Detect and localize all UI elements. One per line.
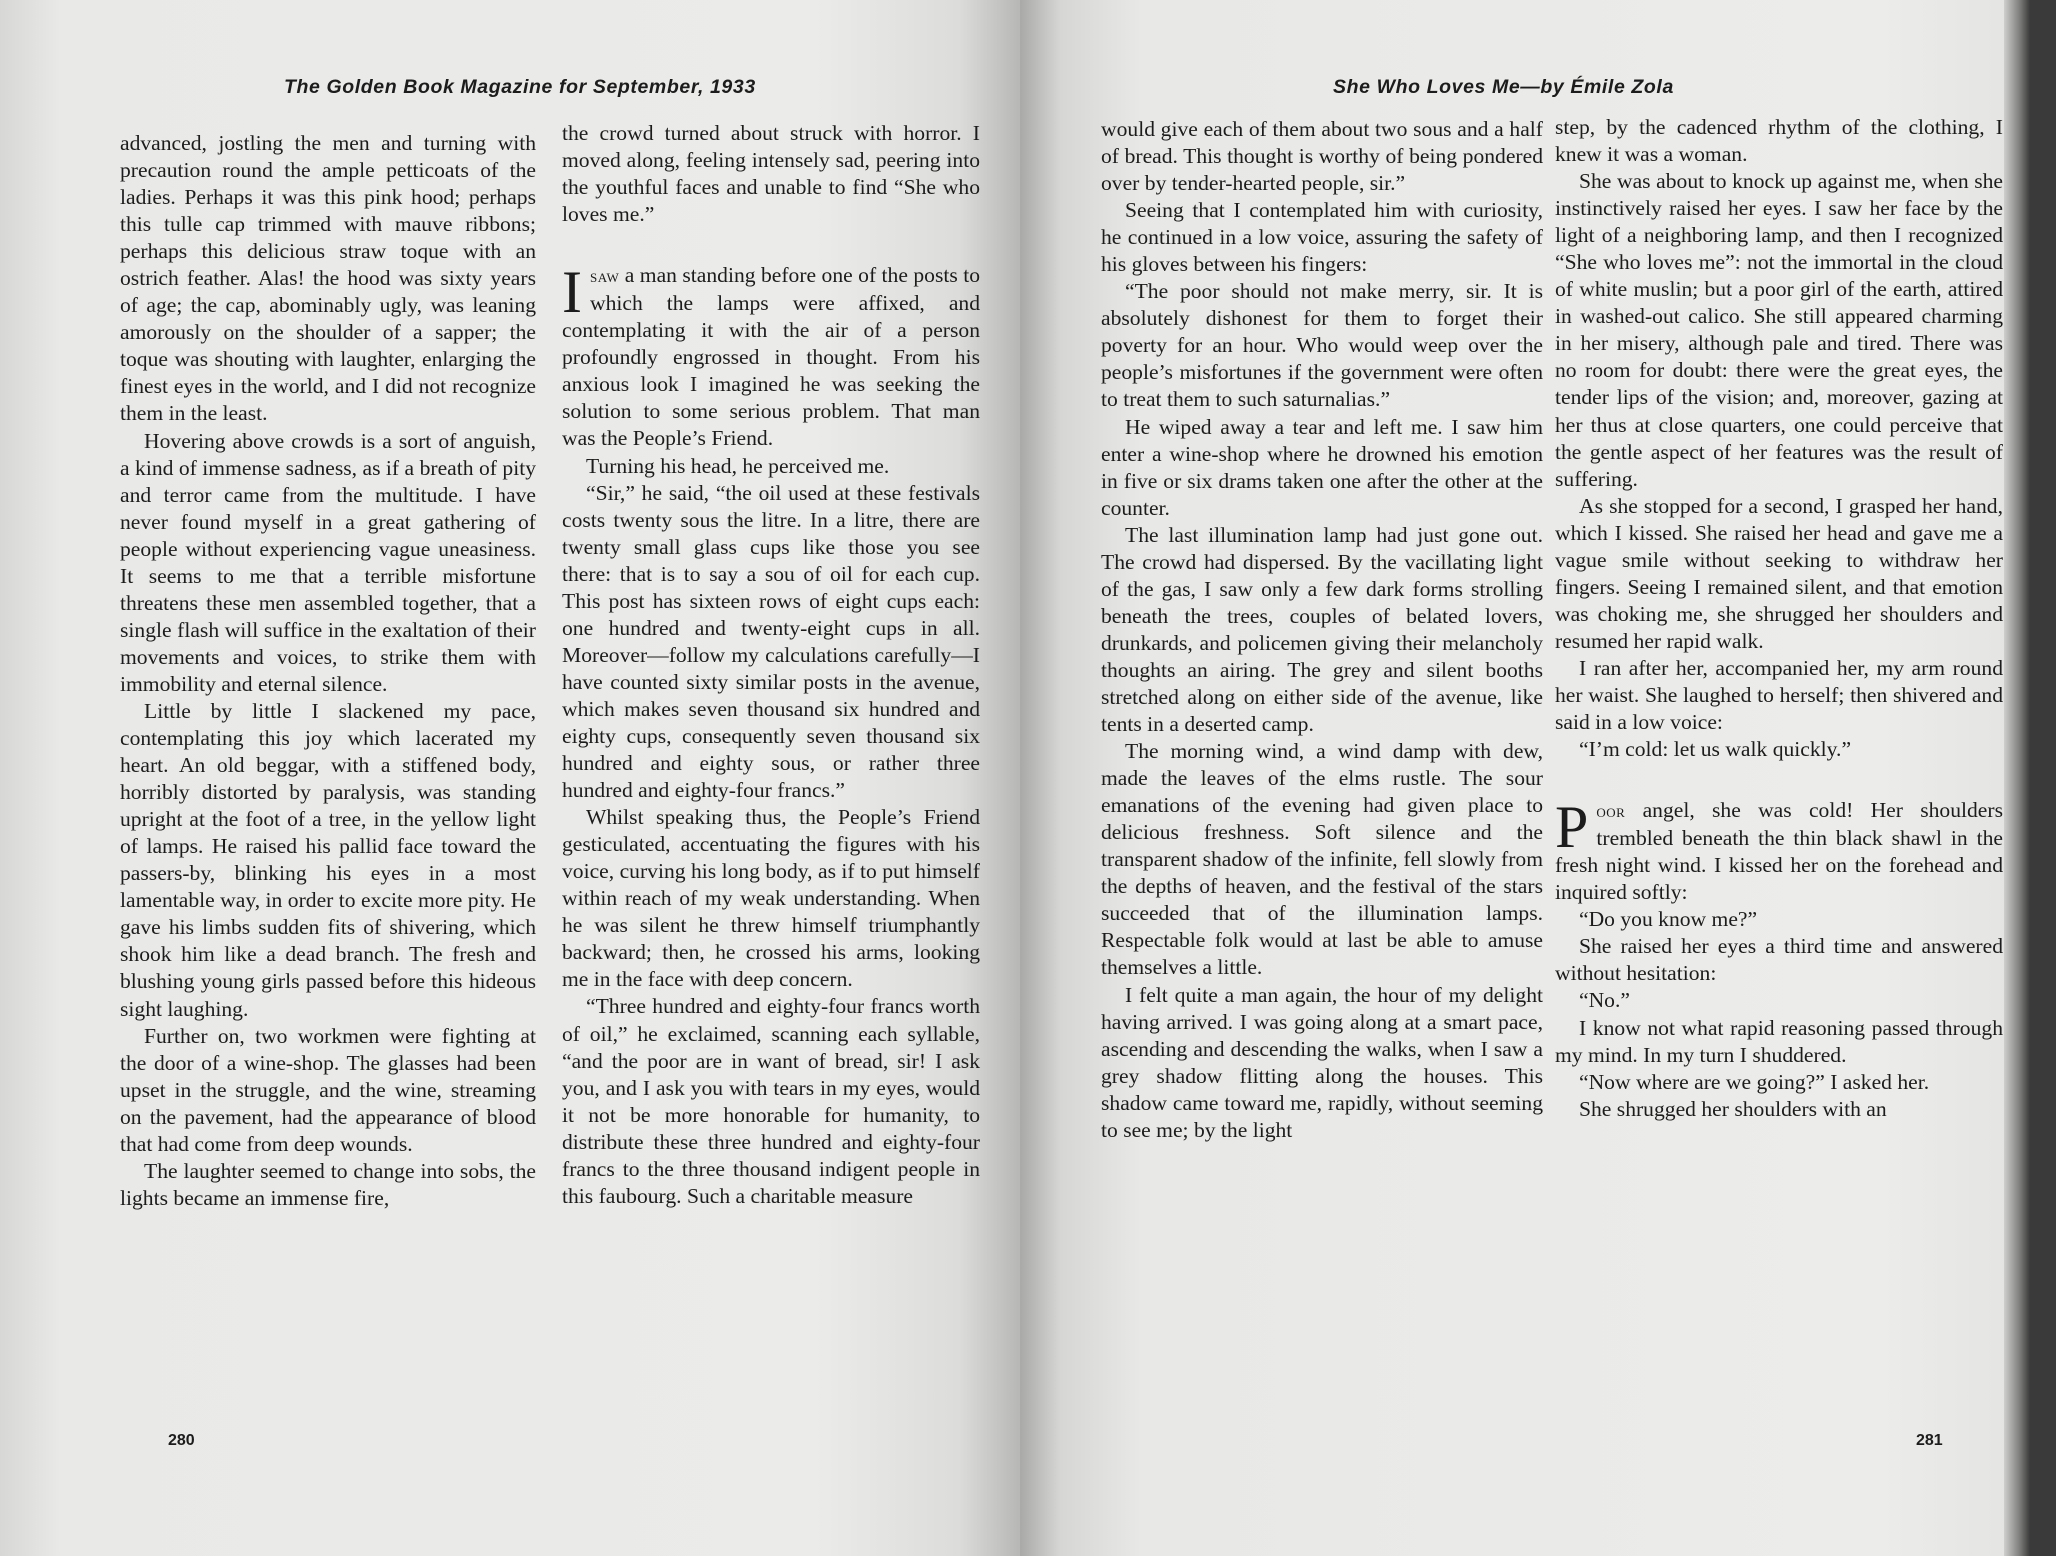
paragraph: Whilst speaking thus, the People’s Friend gesticulated, accentuating the figures with his voice, curving his long body, as if to put himself within reach of my weak understanding. When he was silent he threw himself triumphantly backward; then, he crossed his arms, looking me in the face with deep concern. [562,805,980,992]
paragraph: advanced, jostling the men and turning with precaution round the ample petticoats of the ladies. Perhaps it was this pink hood; perhaps this tulle cap trimmed with mauve ribbons; perhaps this delicious straw toque with an ostrich feather. Alas! the hood was sixty years of age; the cap, abominably ugly, was leaning amorously on the shoulder of a sapper; the toque was shouting with laughter, enlarging the finest eyes in the world, and I did not recognize them in the least. [120,131,536,426]
paragraph: would give each of them about two sous and a half of bread. This thought is worthy of being pondered over by tender-hearted people, sir.” [1101,117,1543,196]
left-column-1 [120,130,536,1212]
paragraph: “Now where are we going?” I asked her. [1579,1069,1930,1094]
paragraph: Hovering above crowds is a sort of anguish, a kind of immense sadness, as if a breath of pity and terror came from the multitude. I have never found myself in a great gathering of people without experiencing vague uneasiness. It seems to me that a terrible misfortune threatens these men assembled together, that a single flash will suffice in the exaltation of their movements and voices, to strike them with immobility and eternal silence. [120,428,536,696]
paragraph: the crowd turned about struck with horror. I moved along, feeling intensely sad, peering into the youthful faces and unable to find “She who loves me.” [562,121,980,227]
paragraph-text: angel, she was cold! Her shoulders trembled beneath the thin black shawl in the fresh night wind. I kissed her on the forehead and inquired softly: [1555,798,2003,905]
small-caps-lead: saw [589,266,620,288]
drop-cap: I [562,259,582,326]
paragraph: Little by little I slackened my pace, contemplating this joy which lacerated my heart. An old beggar, with a stiffened body, horribly distorted by paralysis, was standing upright at the foot of a tree, in the yellow light of lamps. He raised his pallid face toward the passers-by, blinking his eyes in a most lamentable way, in order to excite more pity. He gave his limbs sudden fits of shivering, which shook him like a dead branch. The fresh and blushing young girls passed before this hideous sight laughing. [120,698,536,1021]
paragraph: He wiped away a tear and left me. I saw him enter a wine-shop where he drowned his emotion in five or six drams taken one after the other at the counter. [1101,414,1543,520]
paragraph: “Do you know me?” [1579,907,1758,932]
paragraph: The morning wind, a wind damp with dew, made the leaves of the elms rustle. The sour emanations of the evening had given place to delicious freshness. Soft silence and the transparent shadow of the infinite, fell slowly from the depths of heaven, and the festival of the stars succeeded that of the illumination lamps. Respectable folk would at last be able to amuse themselves a little. [1101,739,1543,980]
right-column-2 [1555,114,2003,1123]
paragraph-text: a man standing before one of the posts to which the lamps were affixed, and contemplating it with the air of a person profoundly engrossed in thought. From his anxious look I imagined he was seeking the solution to some serious problem. That man was the People’s Friend. [562,263,980,451]
paragraph: The last illumination lamp had just gone out. The crowd had dispersed. By the vacillating light of the gas, I saw only a few dark forms strolling beneath the trees, couples of belated lovers, drunkards, and policemen giving their melancholy thoughts an airing. The grey and silent booths stretched along on either side of the avenue, like tents in a deserted camp. [1101,522,1543,737]
page-number-left: 280 [168,1432,195,1449]
small-caps-lead: oor [1596,801,1626,823]
paragraph: “The poor should not make merry, sir. It is absolutely dishonest for them to forget their poverty for an hour. Who would weep over the people’s misfortunes if the government were often to treat them to such saturnalias.” [1101,279,1543,412]
paragraph: Seeing that I contemplated him with curiosity, he continued in a low voice, assuring the safety of his gloves between his fingers: [1101,198,1543,277]
section-start-paragraph [1555,794,2003,906]
right-column-1 [1101,116,1543,1144]
paragraph: “Three hundred and eighty-four francs worth of oil,” he exclaimed, scanning each syllable, “and the poor are in want of bread, sir! I ask you, and I ask you with tears in my eyes, would it not be more honorable for humanity, to distribute these three hundred and eighty-four francs to the three thousand indigent people in this faubourg. Such a charitable measure [562,994,980,1208]
paragraph: She shrugged her shoulders with an [1579,1096,1887,1121]
page-edge-shadow [2004,0,2030,1556]
paragraph: I ran after her, accompanied her, my arm round her waist. She laughed to herself; then shivered and said in a low voice: [1555,655,2003,735]
section-start-paragraph [562,259,980,452]
drop-cap: P [1555,794,1589,861]
paragraph: “No.” [1579,988,1630,1013]
page-number-right: 281 [1916,1432,1943,1449]
paragraph: I know not what rapid reasoning passed through my mind. In my turn I shuddered. [1555,1015,2003,1067]
paragraph: “Sir,” he said, “the oil used at these festivals costs twenty sous the litre. In a litre, there are twenty small glass cups like those you see there: that is to say a sou of oil for each cup. This post has sixteen rows of eight cups each: one hundred and twenty-eight cups in all. Moreover—follow my calculations carefully—I have counted sixty similar posts in the avenue, which makes seven thousand six hundred and eighty cups, consequently seven thousand six hundred and eighty sous, or rather three hundred and eighty-four francs.” [562,480,980,803]
paragraph: I felt quite a man again, the hour of my delight having arrived. I was going along at a smart pace, ascending and descending the walks, when I saw a grey shadow flitting along the houses. This shadow came toward me, rapidly, without seeming to see me; by the light [1101,982,1543,1142]
paragraph: She was about to knock up against me, when she instinctively raised her eyes. I saw her face by the light of a neighboring lamp, and then I recognized “She who loves me”: not the immortal in the cloud of white muslin; but a poor girl of the earth, attired in washed-out calico. She still appeared charming in her misery, although pale and tired. There was no room for doubt: there were the great eyes, the tender lips of the vision; and, moreover, gazing at her thus at close quarters, one could perceive that the gentle aspect of her features was the result of suffering. [1555,169,2003,491]
paragraph: The laughter seemed to change into sobs, the lights became an immense fire, [120,1158,536,1210]
left-column-2 [562,120,980,1210]
left-page [0,0,1020,1556]
right-page [1020,0,2030,1556]
paragraph: step, by the cadenced rhythm of the clothing, I knew it was a woman. [1555,115,2003,167]
paragraph: As she stopped for a second, I grasped her hand, which I kissed. She raised her head and gave me a vague smile without seeking to withdraw her fingers. Seeing I remained silent, and that emotion was choking me, she shrugged her shoulders and resumed her rapid walk. [1555,493,2003,653]
running-head-right: She Who Loves Me—by Émile Zola [1333,76,1674,98]
running-head-left: The Golden Book Magazine for September, 1933 [284,76,756,98]
paragraph: “I’m cold: let us walk quickly.” [1579,737,1852,762]
paragraph: Turning his head, he perceived me. [586,453,890,478]
paragraph: Further on, two workmen were fighting at the door of a wine-shop. The glasses had been upset in the struggle, and the wine, streaming on the pavement, had the appearance of blood that had come from deep wounds. [120,1023,536,1156]
paragraph: She raised her eyes a third time and answered without hesitation: [1555,934,2003,986]
